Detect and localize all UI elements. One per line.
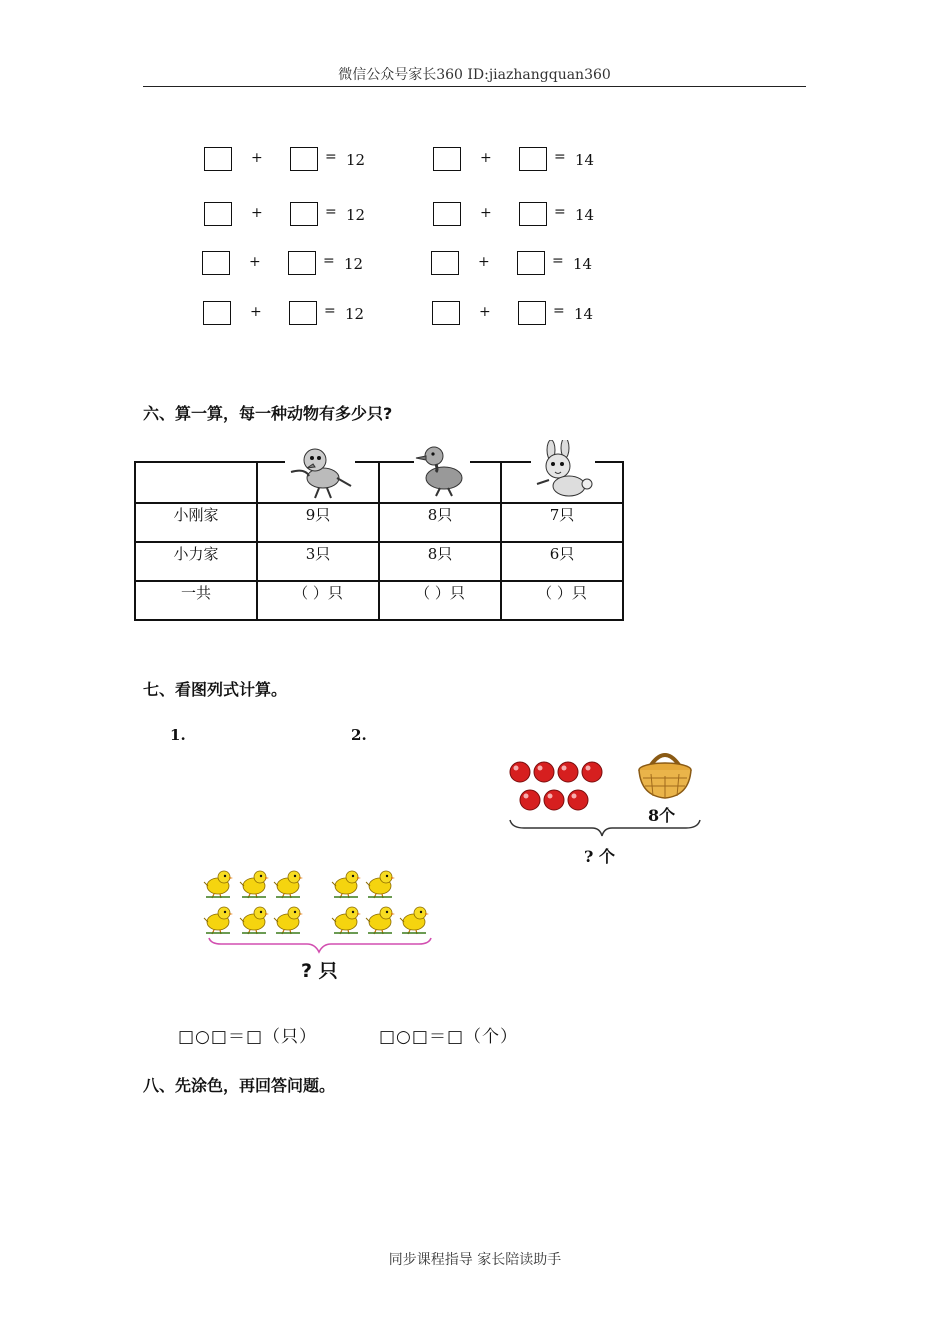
header-text: 微信公众号家长360 ID:jiazhangquan360 [338,67,611,83]
row-label: 小刚家 [135,503,257,542]
chick-group [200,866,436,944]
answer-box[interactable] [518,301,546,325]
table-cell: 8只 [379,503,501,542]
answer-box[interactable] [519,147,547,171]
duck-icon [414,442,470,498]
answer-box[interactable] [431,251,459,275]
apple-group [508,758,608,813]
table-cell: 9只 [257,503,379,542]
footer-text: 同步课程指导 家长陪读助手 [388,1252,562,1268]
apple-icon [568,790,588,810]
table-cell: 7只 [501,503,623,542]
chick-icon [240,871,269,898]
apple-icon [582,762,602,782]
row-label: 一共 [135,581,257,620]
chick-icon [400,907,429,934]
result-value: 12 [346,151,366,169]
row-label: 小力家 [135,542,257,581]
equals-sign: = [323,253,335,269]
plus-sign: + [479,304,491,320]
plus-sign: + [251,205,263,221]
page-footer [0,1249,950,1269]
plus-sign: + [249,254,261,270]
answer-cell[interactable]: （ ）只 [379,581,501,620]
apple-icon [510,762,530,782]
basket-icon [635,744,695,804]
page-header [143,66,806,87]
chick-icon [274,907,303,934]
chick-icon [204,907,233,934]
item-1-label: 1. [170,726,186,744]
bird-icon [285,442,355,500]
equals-sign: = [554,204,566,220]
apple-icon [558,762,578,782]
rabbit-icon [531,440,595,498]
equals-sign: = [552,253,564,269]
answer-box[interactable] [202,251,230,275]
result-value: 12 [345,305,365,323]
equals-sign: = [553,303,565,319]
answer-box[interactable] [204,202,232,226]
equation-1[interactable]: □○□＝□（只） [178,1027,318,1047]
answer-box[interactable] [517,251,545,275]
result-value: 14 [575,151,595,169]
table-corner-cell [135,462,257,503]
answer-cell[interactable]: （ ）只 [501,581,623,620]
answer-box[interactable] [203,301,231,325]
apples-question: ? 个 [584,847,615,866]
result-value: 14 [574,305,594,323]
table-cell: 6只 [501,542,623,581]
table-cell: 8只 [379,542,501,581]
section-6-title: 六、算一算，每一种动物有多少只? [143,404,393,423]
apple-icon [534,762,554,782]
chick-icon [366,871,395,898]
item-1-label-dot: . [180,726,186,744]
plus-sign: + [251,150,263,166]
answer-box[interactable] [289,301,317,325]
result-value: 14 [575,206,595,224]
plus-sign: + [250,304,262,320]
equation-2[interactable]: □○□＝□（个） [379,1027,519,1047]
chick-icon [332,907,361,934]
answer-box[interactable] [290,202,318,226]
chick-icon [240,907,269,934]
chick-icon [366,907,395,934]
plus-sign: + [480,150,492,166]
equals-sign: = [325,149,337,165]
answer-box[interactable] [288,251,316,275]
table-row [135,542,623,581]
chick-icon [274,871,303,898]
answer-box[interactable] [204,147,232,171]
apple-icon [520,790,540,810]
answer-box[interactable] [433,147,461,171]
item-2-label-dot: . [361,726,367,744]
result-value: 12 [344,255,364,273]
chick-icon [332,871,361,898]
section-8-title: 八、先涂色，再回答问题。 [143,1076,336,1095]
result-value: 12 [346,206,366,224]
equals-sign: = [554,149,566,165]
answer-box[interactable] [519,202,547,226]
chick-icon [204,871,233,898]
apples-brace [508,818,702,840]
answer-box[interactable] [433,202,461,226]
basket-count: 8个 [648,806,676,825]
apple-icon [544,790,564,810]
answer-box[interactable] [290,147,318,171]
chicks-brace [207,936,433,954]
plus-sign: + [478,254,490,270]
answer-cell[interactable]: （ ）只 [257,581,379,620]
table-row [135,581,623,620]
equals-sign: = [324,303,336,319]
table-cell: 3只 [257,542,379,581]
table-row [135,503,623,542]
chicks-question: ? 只 [301,960,338,982]
result-value: 14 [573,255,593,273]
item-2-label: 2. [351,726,367,744]
answer-box[interactable] [432,301,460,325]
plus-sign: + [480,205,492,221]
equals-sign: = [325,204,337,220]
section-7-title: 七、看图列式计算。 [143,680,288,699]
